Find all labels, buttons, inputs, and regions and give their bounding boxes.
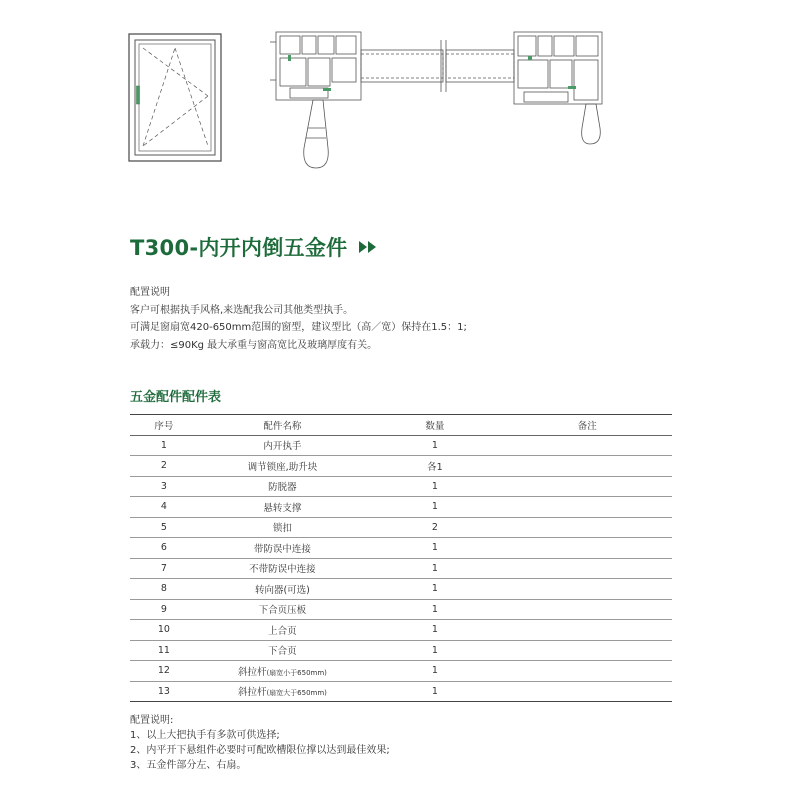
config-heading: 配置说明 — [130, 287, 170, 298]
row-name: 转向器(可选) — [198, 579, 367, 600]
header-name: 配件名称 — [198, 415, 367, 436]
row-qty: 1 — [367, 640, 503, 661]
row-no: 1 — [130, 435, 198, 456]
header-no: 序号 — [130, 415, 198, 436]
row-name: 下合页压板 — [198, 599, 367, 620]
row-name-text: 斜拉杆 — [237, 687, 267, 699]
table-row — [130, 579, 672, 600]
row-qty: 1 — [367, 681, 503, 702]
table-row — [130, 497, 672, 518]
row-remark — [503, 517, 672, 538]
row-remark — [503, 456, 672, 477]
row-qty: 1 — [367, 599, 503, 620]
row-qty: 1 — [367, 661, 503, 682]
config-line: 承载力：≤90Kg 最大承重与窗高宽比及玻璃厚度有关。 — [130, 339, 378, 351]
handle-mark — [137, 86, 140, 104]
title-row — [130, 232, 377, 262]
row-name: 防脱器 — [198, 476, 367, 497]
row-remark — [503, 681, 672, 702]
row-no: 6 — [130, 538, 198, 559]
row-remark — [503, 435, 672, 456]
table-header-row — [130, 415, 672, 436]
table-row — [130, 599, 672, 620]
row-remark — [503, 640, 672, 661]
table-row — [130, 640, 672, 661]
row-qty: 1 — [367, 435, 503, 456]
table-row — [130, 661, 672, 682]
page-title: T300-内开内倒五金件 — [130, 236, 348, 260]
row-name: 上合页 — [198, 620, 367, 641]
row-qty: 2 — [367, 517, 503, 538]
row-qty: 1 — [367, 476, 503, 497]
notes-section — [130, 713, 390, 773]
table-row — [130, 476, 672, 497]
row-remark — [503, 497, 672, 518]
row-name: 带防误中连接 — [198, 538, 367, 559]
row-qty: 1 — [367, 620, 503, 641]
table-row — [130, 681, 672, 702]
row-name: 悬转支撑 — [198, 497, 367, 518]
row-name: 调节锁座,助升块 — [198, 456, 367, 477]
note-line: 3、五金件部分左、右扇。 — [130, 760, 247, 771]
row-no: 2 — [130, 456, 198, 477]
window-elevation-drawing — [125, 30, 225, 165]
row-name-note: (扇宽小于650mm) — [266, 668, 327, 677]
row-no: 12 — [130, 661, 198, 682]
table-row — [130, 558, 672, 579]
parts-table — [130, 414, 672, 702]
row-remark — [503, 620, 672, 641]
note-line: 1、以上大把执手有多款可供选择; — [130, 730, 280, 741]
row-qty: 1 — [367, 497, 503, 518]
header-qty: 数量 — [367, 415, 503, 436]
row-remark — [503, 579, 672, 600]
row-name: 锁扣 — [198, 517, 367, 538]
row-name-text: 斜拉杆 — [237, 666, 267, 678]
row-no: 3 — [130, 476, 198, 497]
row-qty: 各1 — [367, 456, 503, 477]
profile-section-drawing — [268, 28, 608, 173]
row-qty: 1 — [367, 558, 503, 579]
table-row — [130, 456, 672, 477]
row-name: 内开执手 — [198, 435, 367, 456]
row-no: 7 — [130, 558, 198, 579]
double-arrow-icon — [359, 240, 377, 254]
row-no: 10 — [130, 620, 198, 641]
row-no: 11 — [130, 640, 198, 661]
row-remark — [503, 599, 672, 620]
row-name: 不带防误中连接 — [198, 558, 367, 579]
row-no: 13 — [130, 681, 198, 702]
note-line: 2、内平开下悬组件必要时可配欧槽限位撑以达到最佳效果; — [130, 745, 390, 756]
row-qty: 1 — [367, 538, 503, 559]
row-no: 8 — [130, 579, 198, 600]
table-row — [130, 435, 672, 456]
row-remark — [503, 476, 672, 497]
row-remark — [503, 558, 672, 579]
row-name — [198, 661, 367, 682]
row-remark — [503, 538, 672, 559]
row-qty: 1 — [367, 579, 503, 600]
table-title: 五金配件配件表 — [130, 390, 222, 405]
header-remark: 备注 — [503, 415, 672, 436]
row-name: 下合页 — [198, 640, 367, 661]
row-no: 5 — [130, 517, 198, 538]
row-name-note: (扇宽大于650mm) — [266, 689, 327, 698]
config-description — [130, 284, 467, 354]
table-row — [130, 620, 672, 641]
notes-heading: 配置说明: — [130, 715, 174, 726]
config-line: 可满足窗扇宽420-650mm范围的窗型，建议型比（高／宽）保持在1.5：1; — [130, 322, 467, 333]
row-remark — [503, 661, 672, 682]
row-no: 4 — [130, 497, 198, 518]
row-no: 9 — [130, 599, 198, 620]
table-row — [130, 538, 672, 559]
table-row — [130, 517, 672, 538]
row-name — [198, 681, 367, 702]
config-line: 客户可根据执手风格,来选配我公司其他类型执手。 — [130, 304, 354, 316]
